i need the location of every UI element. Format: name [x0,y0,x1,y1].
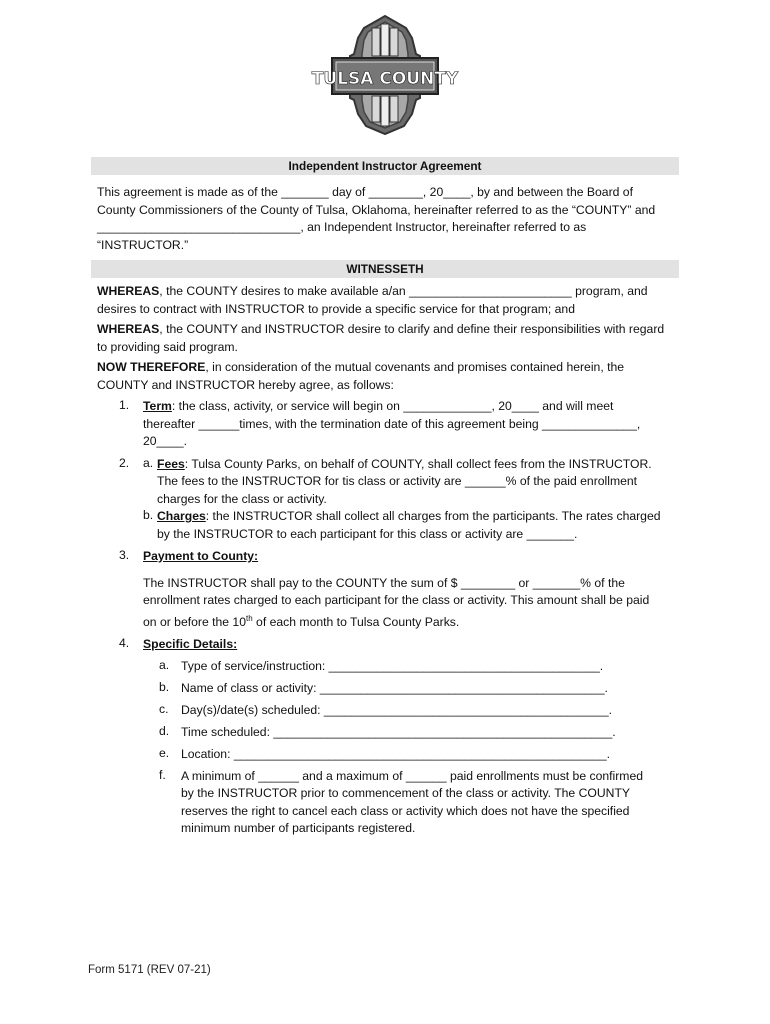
whereas-text: desires to contract with INSTRUCTOR to provide a specific service for that program; and [97,301,575,316]
clause-text: The INSTRUCTOR shall pay to the COUNTY the sum of $ ________ or _______% of the [143,575,625,590]
witnesseth-heading: WITNESSETH [91,260,679,278]
specific-details-label: Specific Details: [143,637,238,652]
clause-number: 2. [119,455,130,470]
svg-text:TULSA COUNTY: TULSA COUNTY [311,69,459,89]
detail-text: reserves the right to cancel each class or activity which does not have the specified [181,803,630,818]
clause-text: on or before the 10 [143,614,246,629]
detail-letter: c. [159,701,169,716]
clause-number: 4. [119,636,130,651]
detail-text: minimum number of participants registered. [181,821,416,836]
document-title: Independent Instructor Agreement [91,157,679,175]
detail-letter: f. [159,767,166,782]
payment-label: Payment to County: [143,549,259,563]
detail-text: Day(s)/date(s) scheduled: __________________________________________. [181,702,612,717]
term-label: Term [143,399,172,413]
intro-line: “INSTRUCTOR.” [97,237,189,252]
whereas-text: , the COUNTY desires to make available a/an ________________________ program, and [159,284,648,298]
clause-number: 1. [119,398,130,412]
detail-class-name [91,680,679,698]
detail-letter: a. [159,657,170,672]
clause-text: by the INSTRUCTOR to each participant for this class or activity are _______. [157,526,578,541]
now-therefore-text: COUNTY and INSTRUCTOR hereby agree, as follows: [97,377,394,392]
whereas-text: to providing said program. [97,339,238,354]
whereas-paragraph-1 [91,283,679,318]
detail-text: Location: _______________________________________________________. [181,746,611,761]
detail-type-of-service [91,658,679,676]
whereas-paragraph-2 [91,321,679,356]
clause-specific-details [91,636,679,654]
whereas-text: , the COUNTY and INSTRUCTOR desire to clarify and define their responsibilities with regard [159,322,665,336]
detail-letter: e. [159,745,170,760]
detail-text: Name of class or activity: __________________________________________. [181,680,608,695]
tulsa-county-logo [311,14,459,136]
now-therefore-text: , in consideration of the mutual covenants and promises contained herein, the [205,360,625,374]
clause-number: 3. [119,548,130,562]
detail-text: by the INSTRUCTOR prior to commencement of the class or activity. The COUNTY [181,786,631,801]
clause-text: enrollment rates charged to each participant for the class or activity. This amount shall be paid [143,593,650,607]
charges-subclause [143,508,673,543]
clause-text: 20____. [143,434,188,448]
intro-line: County Commissioners of the County of Tulsa, Oklahoma, hereinafter referred to as the “COUNTY” and [97,202,656,217]
clause-payment [91,548,679,631]
clause-text: : Tulsa County Parks, on behalf of COUNTY, shall collect fees from the INSTRUCTOR. [184,456,652,471]
detail-time [91,724,679,742]
clause-text: : the class, activity, or service will begin on _____________, 20____ and will meet [171,399,614,413]
whereas-label: WHEREAS [97,284,160,298]
intro-line: This agreement is made as of the _______ day of ________, 20____, by and between the Board of [97,185,633,199]
detail-location [91,746,679,764]
now-therefore-paragraph [91,359,679,394]
charges-label: Charges [157,509,206,523]
form-number: Form 5171 (REV 07-21) [88,964,211,976]
clause-fees-charges [91,456,679,544]
clause-text: charges for the class or activity. [157,491,327,506]
tulsa-county-seal-graphic [311,14,459,136]
detail-text: A minimum of ______ and a maximum of ______ paid enrollments must be confirmed [181,768,644,783]
clause-text: : the INSTRUCTOR shall collect all charges from the participants. The rates charged [205,509,661,523]
subclause-letter: b. [143,508,154,522]
detail-enrollment-limits [91,768,679,838]
ordinal-suffix: th [246,613,253,623]
detail-text: Type of service/instruction: ________________________________________. [181,658,604,673]
clause-term [91,398,679,451]
clause-text: The fees to the INSTRUCTOR for tis class or activity are ______% of the paid enrollment [157,474,638,488]
detail-dates [91,702,679,720]
now-therefore-label: NOW THEREFORE [97,360,206,374]
detail-letter: b. [159,679,170,694]
clause-text: thereafter ______times, with the termination date of this agreement being ______________, [143,416,641,431]
agreement-document [91,157,679,838]
clause-text: of each month to Tulsa County Parks. [252,614,460,629]
detail-text: Time scheduled: __________________________________________________. [181,724,616,739]
fees-label: Fees [157,456,185,471]
whereas-label: WHEREAS [97,322,160,336]
fees-subclause [143,456,673,509]
subclause-letter: a. [143,455,154,470]
intro-paragraph [91,184,679,254]
intro-line: ______________________________, an Independent Instructor, hereinafter referred to as [97,220,587,234]
detail-letter: d. [159,723,170,738]
